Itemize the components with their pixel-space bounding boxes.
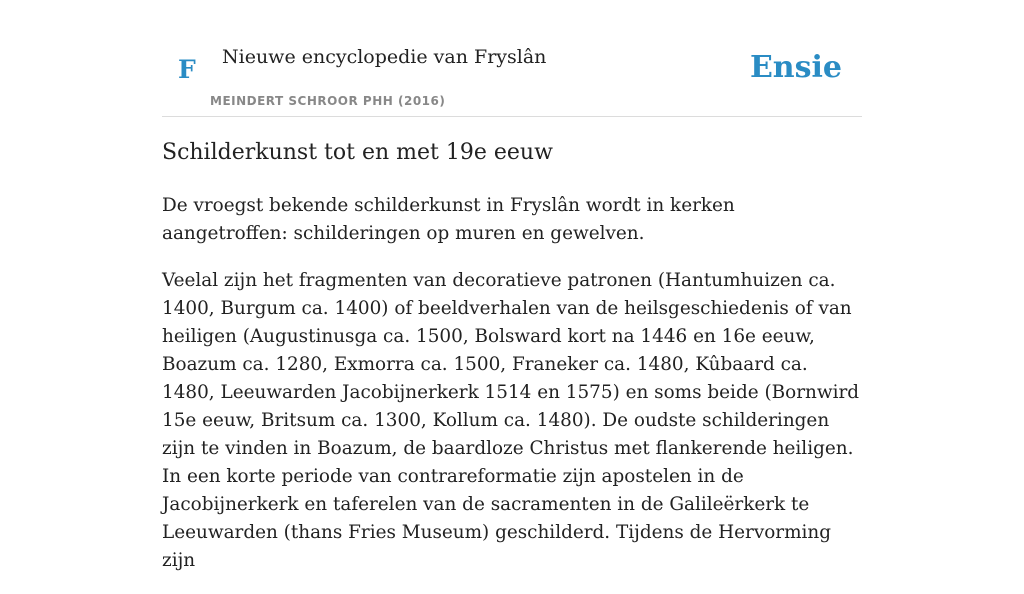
article-body xyxy=(162,192,862,594)
header xyxy=(162,0,862,117)
article-paragraph: De vroegst bekende schilderkunst in Fryslân wordt in kerken aangetroffen: schilderingen op muren en gewelven. xyxy=(162,195,735,244)
article-paragraph: Veelal zijn het fragmenten van decoratieve patronen (Hantumhuizen ca. 1400, Burgum ca. 1400) of beeldverhalen van de heilsgeschiedenis of van heiligen (Augustinusga ca. 1500, Bolsward kort na 1446 en 16e eeuw, Boazum ca. 1280, Exmorra ca. 1500, Franeker ca. 1480, Kûbaard ca. 1480, Leeuwarden Jacobijnerkerk 1514 en 1575) en soms beide (Bornwird 15e eeuw, Britsum ca. 1300, Kollum ca. 1480). De oudste schilderingen zijn te vinden in Boazum, de baardloze Christus met flankerende heiligen. In een korte periode van contrareformatie zijn apostelen in de Jacobijnerkerk en taferelen van de sacramenten in de Galileërkerk te Leeuwarden (thans Fries Museum) geschilderd. Tijdens de Hervorming zijn xyxy=(162,270,860,571)
book-author: MEINDERT SCHROOR PHH (2016) xyxy=(210,94,446,108)
article-title: Schilderkunst tot en met 19e eeuw xyxy=(162,140,553,165)
book-title[interactable]: Nieuwe encyclopedie van Fryslân xyxy=(222,46,547,68)
book-logo[interactable]: F xyxy=(178,55,196,84)
site-logo[interactable]: Ensie xyxy=(749,50,842,85)
